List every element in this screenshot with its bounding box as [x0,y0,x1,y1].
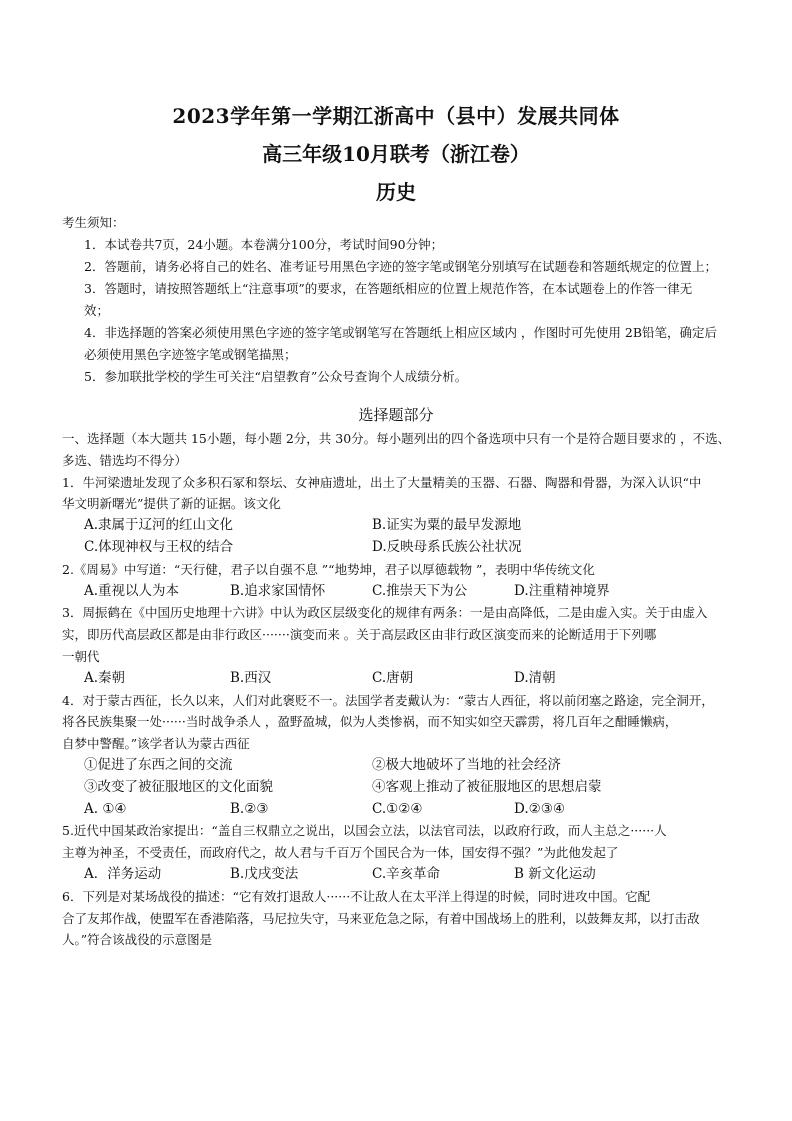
option-c: C.推崇天下为公 [372,582,468,599]
option-b: B.追求家国情怀 [230,582,326,599]
exam-notice [62,212,752,388]
question-2-stem: 2.《周易》中写道：“天行健，君子以自强不息 ”“地势坤，君子以厚德载物 ”，表明中华传统文化 [62,561,595,577]
question-1-options-row [62,515,762,537]
option-c: C.唐朝 [372,669,414,686]
option-d: D.反映母系氏族公社状况 [372,538,522,555]
question-4-statements-row [62,755,762,777]
option-a: A.隶属于辽河的红山文化 [84,517,234,534]
notice-item-continued: 效； [84,303,110,318]
statement-3: ③改变了被征服地区的文化面貌 [84,778,273,795]
option-b: B.证实为粟的最早发源地 [372,517,522,534]
option-c: C.体现神权与王权的结合 [84,538,234,555]
question-1-options-row [62,537,762,559]
option-d: D.②③④ [514,800,565,817]
notice-item: 2．答题前，请务必将自己的姓名、准考证号用黑色字迹的签字笔或钢笔分别填写在试题卷和答题纸规定的位置上； [84,259,717,274]
question-3-stem: 3．周振鹤在《中国历史地理十六讲》中认为政区层级变化的规律有两条：一是由高降低，二是由虚入实。关于由虚入 [62,605,708,621]
exam-subtitle: 高三年级10月联考（浙江卷） [262,142,530,166]
option-b: B.②③ [230,800,269,817]
option-d: D.清朝 [514,669,556,686]
option-b: B.西汉 [230,669,272,686]
statement-2: ②极大地破坏了当地的社会经济 [372,756,561,773]
question-1-stem: 华文明新曙光”提供了新的证据。该文化 [62,496,281,512]
question-2-options-row [62,581,762,603]
question-3-stem: 一朝代 [62,648,100,664]
notice-heading: 考生须知： [62,215,125,230]
section-instructions: 多选、错选均不得分） [62,452,188,468]
section-title: 选择题部分 [358,406,434,424]
section-instructions: 一、选择题（本大题共 15小题，每小题 2分，共 30分。每小题列出的四个备选项中只有一个是符合题目要求的 ，不选、 [62,431,731,446]
question-6-stem: 人。”符合该战役的示意图是 [62,932,213,948]
option-d: B 新文化运动 [514,865,596,882]
question-3-stem: 实，即历代高层政区都是由非行政区·······演变而来 。关于高层政区由非行政区演变而来的论断适用于下列哪 [62,627,657,643]
option-c: C.辛亥革命 [372,865,441,882]
question-6-stem: 6．下列是对某场战役的描述：“它有效打退敌人······不让敌人在太平洋上得逞的时候，同时进攻中国。它配 [62,888,651,904]
statement-1: ①促进了东西之间的交流 [84,756,233,773]
question-5-stem: 5.近代中国某政治家提出：“盖自三权鼎立之说出，以国会立法，以法官司法，以政府行政，而人主总之······人 [62,823,667,839]
question-4-stem: 自梦中警醒。”该学者认为蒙古西征 [62,736,250,752]
notice-item: 4．非选择题的答案必须使用黑色字迹的签字笔或钢笔写在答题纸上相应区域内 ，作图时可先使用 2B铅笔，确定后 [84,325,718,340]
question-4-options-row [62,799,762,821]
notice-item: 5．参加联批学校的学生可关注“启望教育”公众号查询个人成绩分析。 [84,369,468,384]
option-b: B.戊戌变法 [230,865,299,882]
question-6-stem: 合了友邦作战，使盟军在香港陷落，马尼拉失守，马来亚危急之际，有着中国战场上的胜利，以鼓舞友邦，以打击敌 [62,910,700,926]
option-a: A．洋务运动 [84,865,162,882]
question-4-stem: 将各民族集聚一处······当时战争杀人 ，盈野盈城，似为人类惨祸，而不知实如空天霹雳，将几百年之酣睡懒病， [62,714,678,730]
question-5-options-row [62,864,762,886]
question-1-stem: 1．牛河梁遗址发现了众多积石冢和祭坛、女神庙遗址，出土了大量精美的玉器、石器、陶器和骨器，为深入认识“中 [62,474,702,490]
notice-item: 3．答题时，请按照答题纸上“注意事项”的要求，在答题纸相应的位置上规范作答，在本试题卷上的作答一律无 [84,281,693,296]
statement-4: ④客观上推动了被征服地区的思想启蒙 [372,778,602,795]
subject-title: 历史 [376,180,416,204]
question-3-options-row [62,668,762,690]
question-4-statements-row [62,777,762,799]
question-5-stem: 主尊为神圣，不受责任，而政府代之，故人君与千百万个国民合为一体，国安得不强？”为此他发起了 [62,845,619,861]
option-d: D.注重精神境界 [514,582,610,599]
notice-item-continued: 必须使用黑色字迹签字笔或钢笔描黑； [84,347,297,362]
option-a: A. ①④ [84,800,127,817]
option-a: A.秦朝 [84,669,126,686]
option-a: A.重视以人为本 [84,582,180,599]
exam-title: 2023学年第一学期江浙高中（县中）发展共同体 [172,104,620,128]
option-c: C.①②④ [372,800,423,817]
notice-item: 1．本试卷共7页，24小题。本卷满分100分，考试时间90分钟； [84,237,444,252]
question-list [62,428,762,951]
question-4-stem: 4．对于蒙古西征，长久以来，人们对此褒贬不一。法国学者麦戴认为：“蒙古人西征，将以前闭塞之路途，完全洞开， [62,692,714,708]
